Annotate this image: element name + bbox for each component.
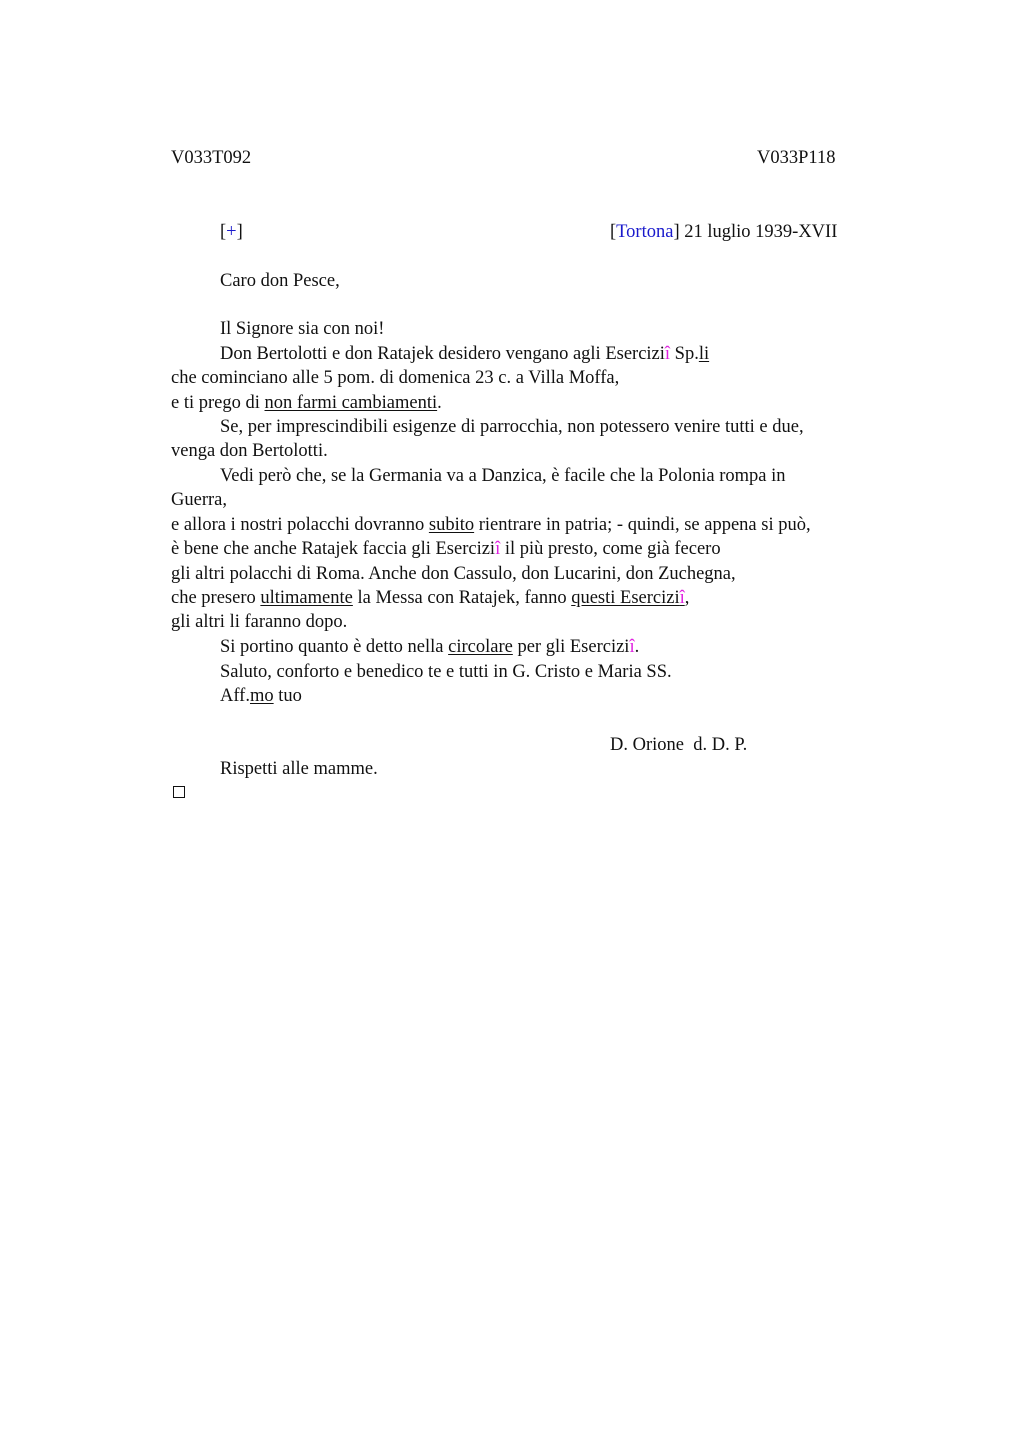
letter-line: Vedi però che, se la Germania va a Danzica, è facile che la Polonia rompa in [220, 466, 786, 486]
letter-line: Il Signore sia con noi! [220, 319, 385, 339]
place-name: Tortona [616, 222, 674, 242]
letter-line: Si portino quanto è detto nella circolare per gli Eserciziî. [220, 637, 640, 657]
letter-line: e allora i nostri polacchi dovranno subito rientrare in patria; - quindi, se appena si può, [171, 515, 811, 535]
postscript: Rispetti alle mamme. [220, 759, 378, 779]
page-code-right: V033P118 [757, 148, 836, 168]
letter-line: gli altri polacchi di Roma. Anche don Cassulo, don Lucarini, don Zuchegna, [171, 564, 736, 584]
signature: D. Orione d. D. P. [610, 735, 748, 755]
letter-date: ] 21 luglio 1939-XVII [673, 222, 838, 242]
cross-symbol: + [226, 222, 237, 242]
letter-line: Se, per imprescindibili esigenze di parrocchia, non potessero venire tutti e due, [220, 417, 804, 437]
letter-line: che cominciano alle 5 pom. di domenica 23 c. a Villa Moffa, [171, 368, 620, 388]
letter-line: è bene che anche Ratajek faccia gli Eserciziî il più presto, come già fecero [171, 539, 721, 559]
dateline: [Tortona] 21 luglio 1939-XVII [610, 222, 838, 242]
closing: Aff.mo tuo [220, 686, 302, 706]
letter-line: Don Bertolotti e don Ratajek desidero vengano agli Eserciziî Sp.li [220, 344, 710, 364]
salutation: Caro don Pesce, [220, 271, 340, 291]
letter-line: venga don Bertolotti. [171, 441, 328, 461]
end-of-document-square-icon [173, 786, 185, 798]
letter-line: Saluto, conforto e benedico te e tutti in G. Cristo e Maria SS. [220, 662, 672, 682]
cross-mark: [+] [220, 222, 243, 242]
letter-line: gli altri li faranno dopo. [171, 612, 348, 632]
letter-line: Guerra, [171, 490, 227, 510]
letter-line: e ti prego di non farmi cambiamenti. [171, 393, 442, 413]
document-code-left: V033T092 [171, 148, 252, 168]
letter-line: che presero ultimamente la Messa con Ratajek, fanno questi Eserciziî, [171, 588, 690, 608]
